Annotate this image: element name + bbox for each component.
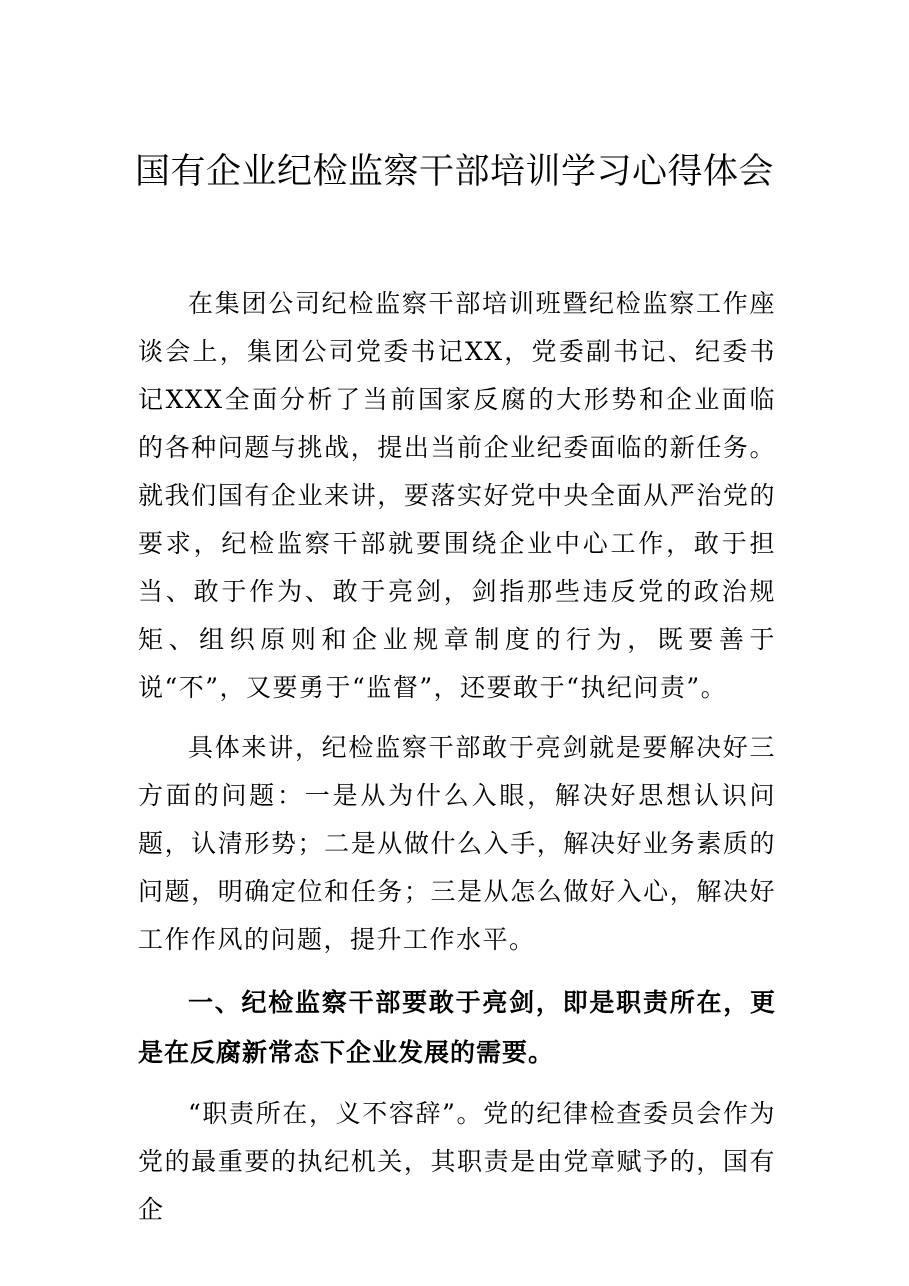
document-title: 国有企业纪检监察干部培训学习心得体会 xyxy=(134,152,774,192)
document-body xyxy=(138,280,776,1234)
paragraph-three-aspects: 具体来讲，纪检监察干部敢于亮剑就是要解决好三方面的问题：一是从为什么入眼，解决好思想认识问题，认清形势；二是从做什么入手，解决好业务素质的问题，明确定位和任务；三是从怎么做好入心，解决好工作作风的问题，提升工作水平。 xyxy=(138,733,776,954)
paragraph-section-1: “职责所在，义不容辞”。党的纪律检查委员会作为党的最重要的执纪机关，其职责是由党章赋予的，国有企 xyxy=(138,1099,776,1224)
paragraph-intro: 在集团公司纪检监察干部培训班暨纪检监察工作座谈会上，集团公司党委书记XX，党委副书记、纪委书记XXX全面分析了当前国家反腐的大形势和企业面临的各种问题与挑战，提出当前企业纪委面临的新任务。就我们国有企业来讲，要落实好党中央全面从严治党的要求，纪检监察干部就要围绕企业中心工作，敢于担当、敢于作为、敢于亮剑，剑指那些违反党的政治规矩、组织原则和企业规章制度的行为，既要善于说“不”，又要勇于“监督”，还要敢于“执纪问责”。 xyxy=(138,289,776,702)
section-heading-1: 一、纪检监察干部要敢于亮剑，即是职责所在，更是在反腐新常态下企业发展的需要。 xyxy=(138,988,776,1067)
